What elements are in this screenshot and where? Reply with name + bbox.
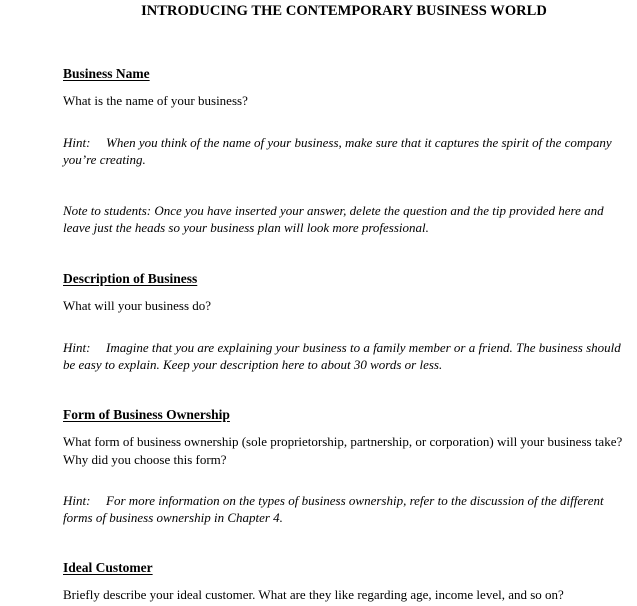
question-ideal-customer: Briefly describe your ideal customer. What are they like regarding age, income level, and so on? <box>63 587 564 602</box>
heading-business-name: Business Name <box>63 66 150 81</box>
hint-business-name <box>63 134 625 168</box>
hint-text: Imagine that you are explaining your business to a family member or a friend. The business should be easy to explain. Keep your description here to about 30 words or less. <box>63 340 621 372</box>
hint-description-of-business <box>63 339 625 373</box>
question-description-of-business: What will your business do? <box>63 298 212 313</box>
hint-label: Hint: <box>63 493 91 508</box>
heading-form-of-business-ownership: Form of Business Ownership <box>63 407 230 422</box>
heading-ideal-customer: Ideal Customer <box>63 560 153 575</box>
hint-label: Hint: <box>63 340 91 355</box>
hint-label: Hint: <box>63 135 91 150</box>
hint-text: When you think of the name of your business, make sure that it captures the spirit of the company you’re creating. <box>63 135 612 167</box>
question-form-of-business-ownership: What form of business ownership (sole proprietorship, partnership, or corporation) will your business take? Why did you choose this form? <box>63 434 623 467</box>
hint-text: For more information on the types of business ownership, refer to the discussion of the different forms of business ownership in Chapter 4. <box>63 493 604 525</box>
note-to-students: Note to students: Once you have inserted your answer, delete the question and the tip provided here and leave just the heads so your business plan will look more professional. <box>63 203 604 235</box>
question-business-name: What is the name of your business? <box>63 93 248 108</box>
document-title: INTRODUCING THE CONTEMPORARY BUSINESS WORLD <box>141 3 547 19</box>
heading-description-of-business: Description of Business <box>63 271 198 286</box>
hint-form-of-business-ownership <box>63 492 625 526</box>
